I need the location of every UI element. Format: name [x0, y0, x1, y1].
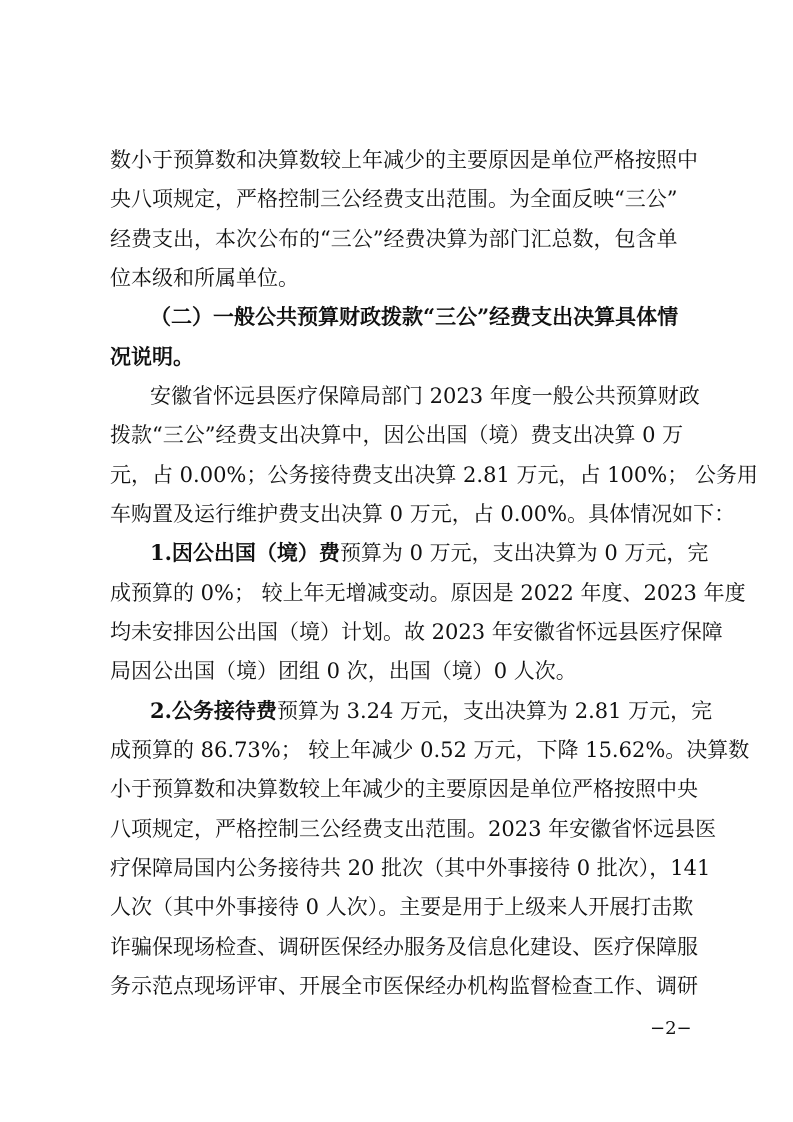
- section-heading: （二）一般公共预算财政拨款“三公”经费支出决算具体情: [150, 304, 679, 329]
- item-1-title: 1.因公出国（境）费: [150, 540, 340, 565]
- paragraph-line: 诈骗保现场检查、调研医保经办服务及信息化建设、医疗保障服: [110, 935, 698, 959]
- paragraph-line: 成预算的 0%； 较上年无增减变动。原因是 2022 年度、2023 年度: [110, 581, 746, 605]
- paragraph-line: 务示范点现场评审、开展全市医保经办机构监督检查工作、调研: [110, 974, 698, 998]
- paragraph-line: 数小于预算数和决算数较上年减少的主要原因是单位严格按照中: [110, 148, 698, 172]
- paragraph-line: 车购置及运行维护费支出决算 0 万元，占 0.00%。具体情况如下：: [110, 502, 736, 526]
- paragraph-line: 成预算的 86.73%； 较上年减少 0.52 万元，下降 15.62%。决算数: [110, 738, 750, 762]
- paragraph-line: 局因公出国（境）团组 0 次，出国（境）0 人次。: [110, 659, 577, 683]
- item-2-first-line: [150, 698, 713, 723]
- section-heading: 况说明。: [110, 344, 194, 369]
- paragraph-line: 安徽省怀远县医疗保障局部门 2023 年度一般公共预算财政: [150, 384, 700, 408]
- item-1-text: 预算为 0 万元，支出决算为 0 万元，完: [339, 541, 709, 565]
- paragraph-line: 央八项规定，严格控制三公经费支出范围。为全面反映“三公”: [110, 187, 678, 211]
- item-1-first-line: [150, 540, 709, 565]
- paragraph-line: 八项规定，严格控制三公经费支出范围。2023 年安徽省怀远县医: [110, 817, 717, 841]
- item-2-title: 2.公务接待费: [150, 698, 277, 723]
- paragraph-line: 疗保障局国内公务接待共 20 批次（其中外事接待 0 批次），141: [110, 856, 711, 880]
- paragraph-line: 位本级和所属单位。: [110, 266, 299, 290]
- paragraph-line: 经费支出，本次公布的“三公”经费决算为部门汇总数，包含单: [110, 227, 678, 251]
- page-number: −2−: [650, 1018, 692, 1039]
- item-2-text: 预算为 3.24 万元，支出决算为 2.81 万元，完: [276, 699, 713, 723]
- paragraph-line: 小于预算数和决算数较上年减少的主要原因是单位严格按照中央: [110, 777, 698, 801]
- paragraph-line: 均未安排因公出国（境）计划。故 2023 年安徽省怀远县医疗保障: [110, 620, 723, 644]
- paragraph-line: 元，占 0.00%；公务接待费支出决算 2.81 万元，占 100%； 公务用: [110, 463, 758, 487]
- paragraph-line: 拨款“三公”经费支出决算中，因公出国（境）费支出决算 0 万: [110, 423, 684, 447]
- paragraph-line: 人次（其中外事接待 0 人次）。主要是用于上级来人开展打击欺: [110, 895, 694, 919]
